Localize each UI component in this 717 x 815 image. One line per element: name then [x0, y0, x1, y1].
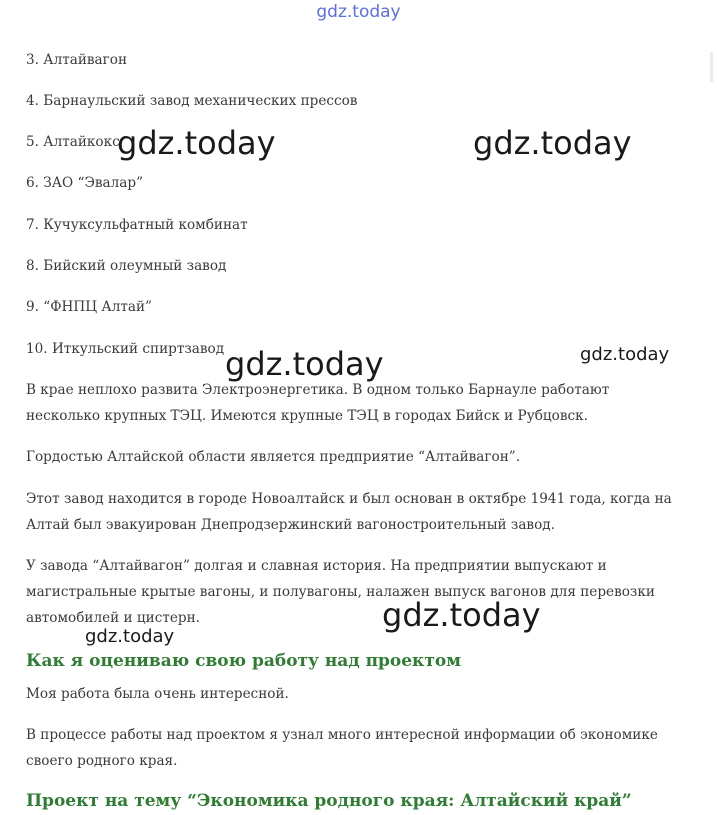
- site-watermark: gdz.today: [316, 2, 401, 22]
- watermark: gdz.today: [473, 124, 632, 162]
- paragraph: Этот завод находится в городе Новоалтайск и был основан в октябре 1941 года, когда на Алтай был эвакуирован Днепродзержинский вагоностроительный завод.: [26, 491, 672, 533]
- section-heading: Как я оцениваю свою работу над проектом: [26, 651, 461, 671]
- paragraph: В крае неплохо развита Электроэнергетика. В одном только Барнауле работают несколько крупных ТЭЦ. Имеются крупные ТЭЦ в городах Бийск и Рубцовск.: [26, 382, 610, 424]
- list-item: 10. Иткульский спиртзавод: [26, 341, 225, 357]
- paragraph: У завода “Алтайвагон” долгая и славная история. На предприятии выпускают и магистральные крытые вагоны, и полувагоны, налажен выпуск вагонов для перевозки автомобилей и цистерн.: [26, 558, 655, 626]
- watermark: gdz.today: [85, 626, 175, 647]
- watermark: gdz.today: [225, 345, 384, 383]
- paragraph: Гордостью Алтайской области является предприятие “Алтайвагон”.: [26, 449, 521, 465]
- list-item: 8. Бийский олеумный завод: [26, 258, 227, 274]
- list-item: 3. Алтайвагон: [26, 52, 128, 68]
- list-item: 7. Кучуксульфатный комбинат: [26, 217, 248, 233]
- watermark: gdz.today: [580, 344, 670, 365]
- scrollbar-edge: [710, 52, 713, 82]
- list-item: 6. ЗАО “Эвалар”: [26, 175, 144, 191]
- list-item: 9. “ФНПЦ Алтай”: [26, 299, 152, 315]
- watermark: gdz.today: [117, 124, 276, 162]
- list-item: 5. Алтайкокс: [26, 134, 120, 150]
- paragraph: В процессе работы над проектом я узнал много интересной информации об экономике своего родного края.: [26, 727, 658, 769]
- next-section-heading: Проект на тему “Экономика родного края: Алтайский край”: [26, 791, 632, 811]
- list-item: 4. Барнаульский завод механических прессов: [26, 93, 358, 109]
- paragraph: Моя работа была очень интересной.: [26, 686, 289, 702]
- watermark: gdz.today: [382, 596, 541, 634]
